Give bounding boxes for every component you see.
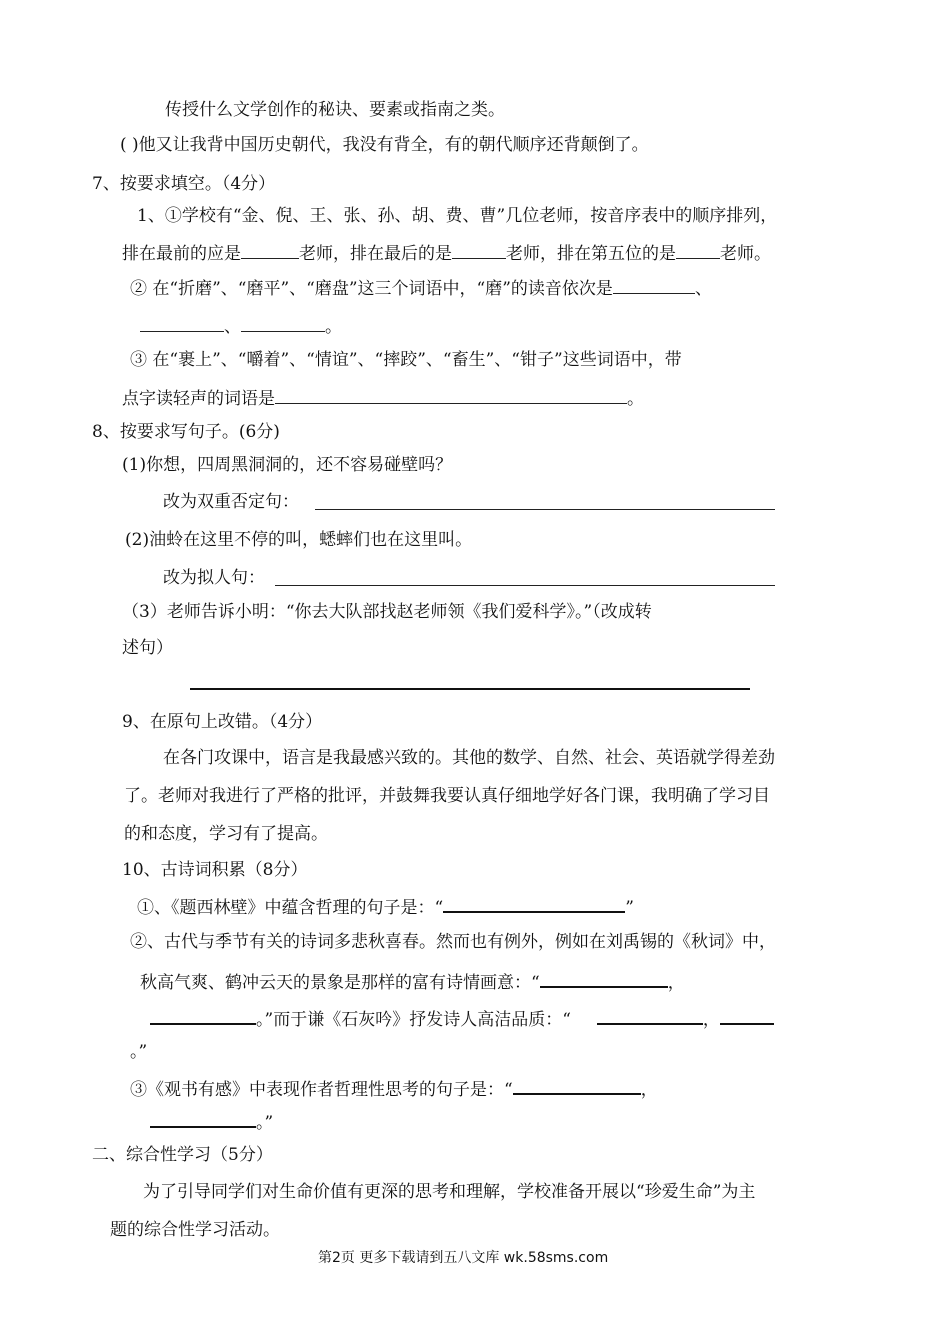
text-line: 题的综合性学习活动。 [110, 1220, 280, 1240]
text-line [137, 893, 634, 920]
text-segment: ， [702, 1010, 720, 1030]
text-line: 。” [130, 1042, 148, 1062]
answer-blank[interactable] [150, 1005, 256, 1025]
page-footer: 第2页 更多下载请到五八文库 wk.58sms.com [318, 1250, 609, 1266]
text-segment: 、 [224, 317, 241, 337]
text-segment: 老师，排在第五位的是 [506, 244, 676, 264]
answer-blank[interactable] [150, 1108, 256, 1128]
text-segment: ” [625, 898, 634, 918]
text-line: (2)油蛉在这里不停的叫，蟋蟀们也在这里叫。 [125, 530, 473, 550]
text-line: （3）老师告诉小明：“你去大队部找赵老师领《我们爱科学》。”（改成转 [122, 602, 652, 622]
answer-line[interactable] [315, 489, 775, 510]
text-line [122, 240, 771, 266]
text-segment: ② 在“折磨”、“磨平”、“磨盘”这三个词语中，“磨”的读音依次是 [130, 279, 613, 299]
answer-line[interactable] [190, 670, 750, 690]
text-line [150, 1005, 774, 1032]
text-line [150, 1108, 273, 1135]
answer-blank[interactable] [613, 275, 695, 294]
text-segment: 排在最前的应是 [122, 244, 241, 264]
text-segment: ③《观书有感》中表现作者哲理性思考的句子是：“ [130, 1080, 513, 1100]
answer-blank[interactable] [513, 1075, 641, 1095]
text-segment: 老师，排在最后的是 [299, 244, 452, 264]
text-line: ( )他又让我背中国历史朝代，我没有背全，有的朝代顺序还背颠倒了。 [120, 135, 649, 155]
text-line: 了。老师对我进行了严格的批评，并鼓舞我要认真仔细地学好各门课，我明确了学习目 [124, 786, 770, 806]
text-segment: 。” [256, 1113, 274, 1133]
text-line [140, 313, 342, 339]
text-line: 传授什么文学创作的秘诀、要素或指南之类。 [165, 100, 505, 120]
answer-blank[interactable] [140, 313, 224, 332]
text-line: ③ 在“裹上”、“嚼着”、“情谊”、“摔跤”、“畜生”、“钳子”这些词语中，带 [130, 350, 682, 370]
text-line: 的和态度，学习有了提高。 [124, 824, 328, 844]
answer-blank[interactable] [443, 893, 625, 913]
text-line [130, 1075, 658, 1102]
text-line: 改为双重否定句： [163, 492, 299, 512]
answer-blank[interactable] [241, 313, 325, 332]
text-line: (1)你想，四周黑洞洞的，还不容易碰壁吗？ [122, 455, 453, 475]
text-line [122, 385, 644, 411]
section-heading: 二、综合性学习（5分） [92, 1145, 273, 1165]
question-heading: 10、古诗词积累（8分） [122, 860, 308, 880]
text-segment: 。”而于谦《石灰吟》抒发诗人高洁品质：“ [256, 1010, 571, 1030]
question-heading: 8、按要求写句子。(6分) [92, 422, 280, 442]
question-heading: 9、在原句上改错。（4分） [122, 712, 323, 732]
text-segment: 点字读轻声的词语是 [122, 389, 275, 409]
text-segment: 。 [627, 389, 644, 409]
answer-blank[interactable] [676, 240, 720, 259]
text-segment: ①、《题西林壁》中蕴含哲理的句子是：“ [137, 898, 444, 918]
answer-blank[interactable] [275, 385, 627, 404]
question-heading: 7、按要求填空。（4分） [92, 174, 276, 194]
text-line: 在各门攻课中，语言是我最感兴致的。其他的数学、自然、社会、英语就学得差劲 [163, 748, 775, 768]
answer-blank[interactable] [241, 240, 299, 259]
text-segment: 老师。 [720, 244, 771, 264]
text-segment: 秋高气爽、鹤冲云天的景象是那样的富有诗情画意：“ [140, 973, 540, 993]
text-line: 为了引导同学们对生命价值有更深的思考和理解，学校准备开展以“珍爱生命”为主 [143, 1182, 756, 1202]
text-line [130, 275, 712, 301]
answer-line[interactable] [275, 565, 775, 586]
answer-blank[interactable] [597, 1005, 703, 1025]
text-line [140, 968, 685, 995]
text-line: 述句） [122, 638, 173, 658]
text-segment: ， [640, 1080, 658, 1100]
text-line: ②、古代与季节有关的诗词多悲秋喜春。然而也有例外，例如在刘禹锡的《秋词》中， [130, 932, 776, 952]
text-segment: 。 [325, 317, 342, 337]
text-line: 1、①学校有“金、倪、王、张、孙、胡、费、曹”几位老师，按音序表中的顺序排列， [137, 206, 778, 226]
text-segment: 、 [694, 279, 712, 299]
answer-blank[interactable] [720, 1005, 774, 1025]
answer-blank[interactable] [540, 968, 668, 988]
text-line: 改为拟人句： [163, 568, 265, 588]
text-segment: ， [667, 973, 685, 993]
answer-blank[interactable] [452, 240, 506, 259]
